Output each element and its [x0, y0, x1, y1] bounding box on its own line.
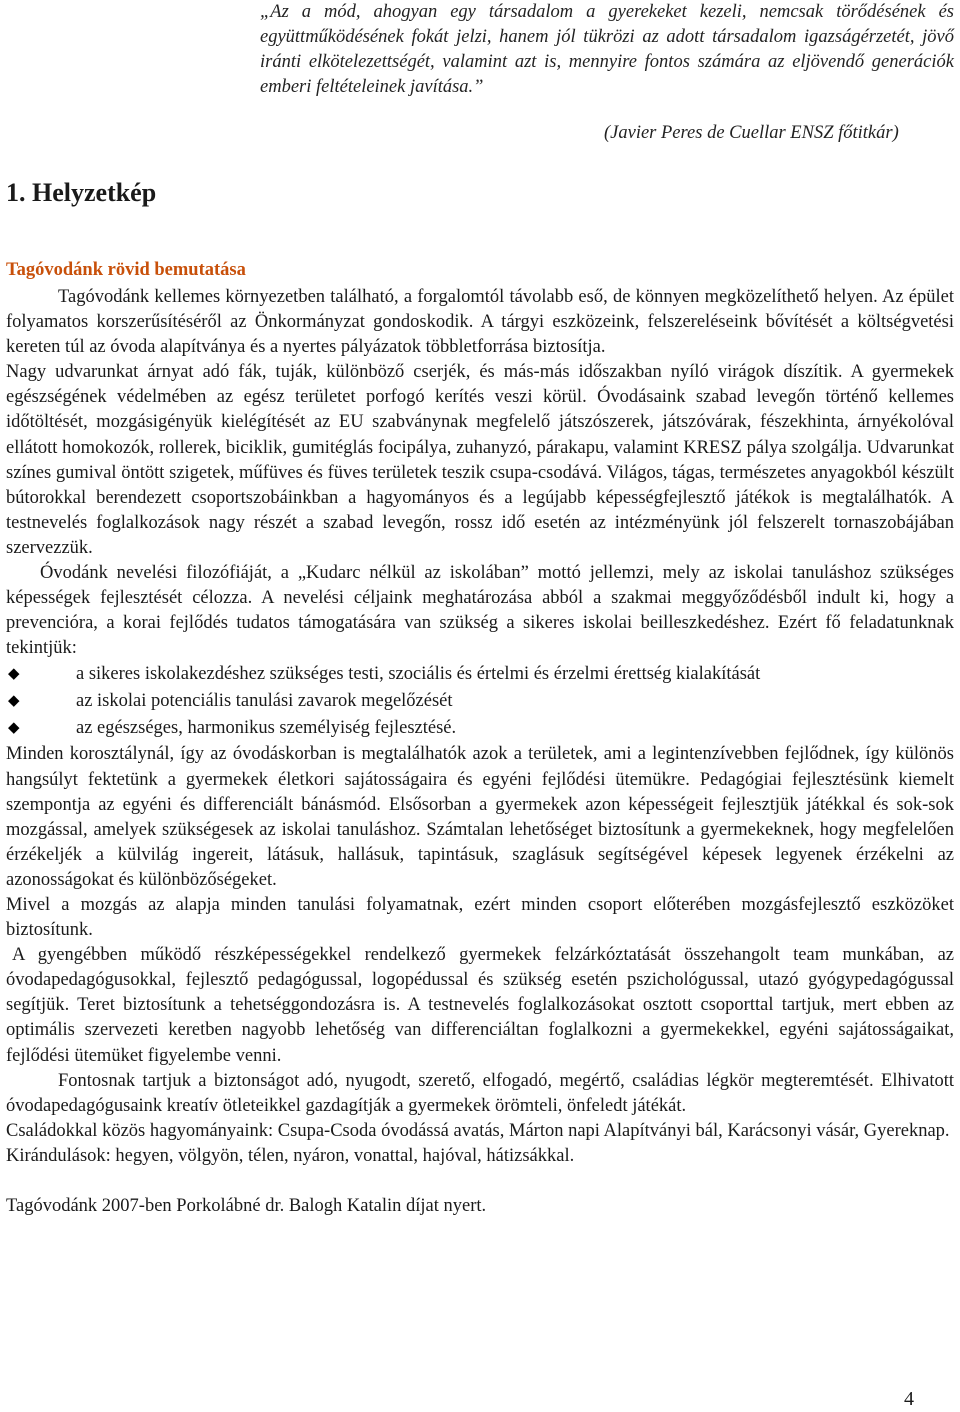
paragraph-10: Tagóvodánk 2007-ben Porkolábné dr. Balogh Katalin díjat nyert. — [6, 1196, 487, 1216]
diamond-bullet-icon: ◆ — [8, 666, 20, 683]
list-item — [6, 688, 954, 715]
list-item-text: a sikeres iskolakezdéshez szükséges testi, szociális és értelmi és érzelmi érettség kialakítását — [76, 664, 761, 685]
section-heading: 1. Helyzetkép — [6, 178, 157, 207]
paragraph-6: A gyengébben működő részképességekkel rendelkező gyermekek felzárkóztatását összehangolt team munkában, az óvodapedagógusokkal, fejlesztő pedagógussal, logopédussal és szükség esetén pszichológussal, utazó gyógypedagógussal segítjük. Teret biztosítunk a tehetséggondozásra is. A testnevelés foglalkozásokat osztott csoporttal tartjuk, mert ebben az optimális szervezeti keretben nagyobb lehetőség van differenciáltan foglalkozni a gyermekekkel, egyéni sajátosságaikat, fejlődési ütemüket figyelembe venni. — [6, 945, 954, 1066]
quote-text: „Az a mód, ahogyan egy társadalom a gyerekeket kezeli, nemcsak törődésének és együttműködésének fokát jelzi, hanem jól tükrözi az adott társadalom igazságérzetét, jövő iránti elkötelezettségét, valamint azt is, mennyire fontos számára az eljövendő generációk emberi feltételeinek javítása.” — [260, 2, 954, 97]
diamond-bullet-icon: ◆ — [8, 693, 20, 710]
paragraph-5: Mivel a mozgás az alapja minden tanulási folyamatnak, ezért minden csoport előterében mozgásfejlesztő eszközöket biztosítunk. — [6, 894, 954, 941]
paragraph-1: Tagóvodánk kellemes környezetben található, a forgalomtól távolabb eső, de könnyen megközelíthető helyen. Az épület folyamatos korszerűsítéséről az Önkormányzat gondoskodik. A tárgyi eszközeink, felszereléseink bővítését a költségvetési kereten túl az óvoda alapítványa és a nyertes pályázatok többletforrása biztosítja. — [6, 287, 954, 358]
paragraph-2: Nagy udvarunkat árnyat adó fák, tuják, különböző cserjék, és más-más időszakban nyíló virágok díszítik. A gyermekek egészségének védelmében az egész területet porfogó kerítés veszi körül. Óvodásaink szabad levegőn történő kellemes időtöltését, mozgásigényük kielégítését az EU szabványnak megfelelő játszószerek, játszóvárak, fészekhinta, árnyékolóval ellátott homokozók, rollerek, biciklik, gumitéglás focipálya, zuhanyzó, párakapu, valamint KRESZ pálya szolgálja. Udvarunkat színes gumival öntött szigetek, műfüves és füves területek teszik csupa-csodává. Világos, tágas, természetes anyagokból készült bútorokkal berendezett csoportszobáinkban a hagyományos és a legújabb képességfejlesztő játékok is megtalálhatók. A testnevelés foglalkozások nagy részét a szabad levegőn, rossz idő esetén az intézményünk jól felszerelt tornaszobájában szervezzük. — [6, 362, 954, 558]
list-item-text: az iskolai potenciális tanulási zavarok megelőzését — [76, 691, 453, 712]
body-text — [6, 285, 954, 1219]
paragraph-8: Családokkal közös hagyományaink: Csupa-Csoda óvodássá avatás, Márton napi Alapítványi bál, Karácsonyi vásár, Gyereknap. — [6, 1120, 950, 1141]
subheading: Tagóvodánk rövid bemutatása — [6, 260, 246, 280]
quote-attribution: (Javier Peres de Cuellar ENSZ főtitkár) — [604, 123, 899, 143]
paragraph-4: Minden korosztálynál, így az óvodáskorban is megtalálhatók azok a területek, ami a legintenzívebben fejlődnek, így különös hangsúlyt fektetünk a gyermekek életkori sajátosságaira és egyéni fejlődési ütemükre. Pedagógiai fejlesztésünk kiemelt szempontja az egyéni és differenciált bánásmód. Elsősorban a gyermekek azon képességeit fejlesztjük játékkal és sok-sok mozgással, amelyek szükségesek az iskolai tanuláshoz. Számtalan lehetőséget biztosítunk a gyermekeknek, hogy megfelelően érzékeljék a külvilág ingereit, látásuk, hallásuk, tapintásuk, szaglásuk segítségével képesek legyenek érzékelni az azonosságokat és különbözőségeket. — [6, 744, 954, 890]
paragraph-9: Kirándulások: hegyen, völgyön, télen, nyáron, vonattal, hajóval, hátizsákkal. — [6, 1145, 575, 1166]
list-item — [6, 715, 954, 742]
epigraph-quote — [260, 0, 954, 100]
page-number: 4 — [904, 1388, 914, 1410]
diamond-bullet-icon: ◆ — [8, 720, 20, 737]
paragraph-3: Óvodánk nevelési filozófiáját, a „Kudarc nélkül az iskolában” mottó jellemzi, mely az iskolai tanuláshoz szükséges képességek fejlesztését célozza. A nevelési céljaink meghatározása abból a szakmai meggyőződésből indult ki, hogy a prevencióra, a korai fejlődés tudatos támogatására van szükség a sikeres iskolai beilleszkedéshez. Ezért fő feladatunknak tekintjük: — [6, 563, 954, 659]
list-item-text: az egészséges, harmonikus személyiség fejlesztésé. — [76, 718, 457, 739]
paragraph-7: Fontosnak tartjuk a biztonságot adó, nyugodt, szerető, elfogadó, megértő, családias légkör megteremtését. Elhivatott óvodapedagógusaink kreatív ötleteikkel gazdagítják a gyermekek örömteli, önfeledt játékát. — [6, 1070, 954, 1116]
list-item — [6, 661, 954, 688]
goals-list — [6, 661, 954, 742]
